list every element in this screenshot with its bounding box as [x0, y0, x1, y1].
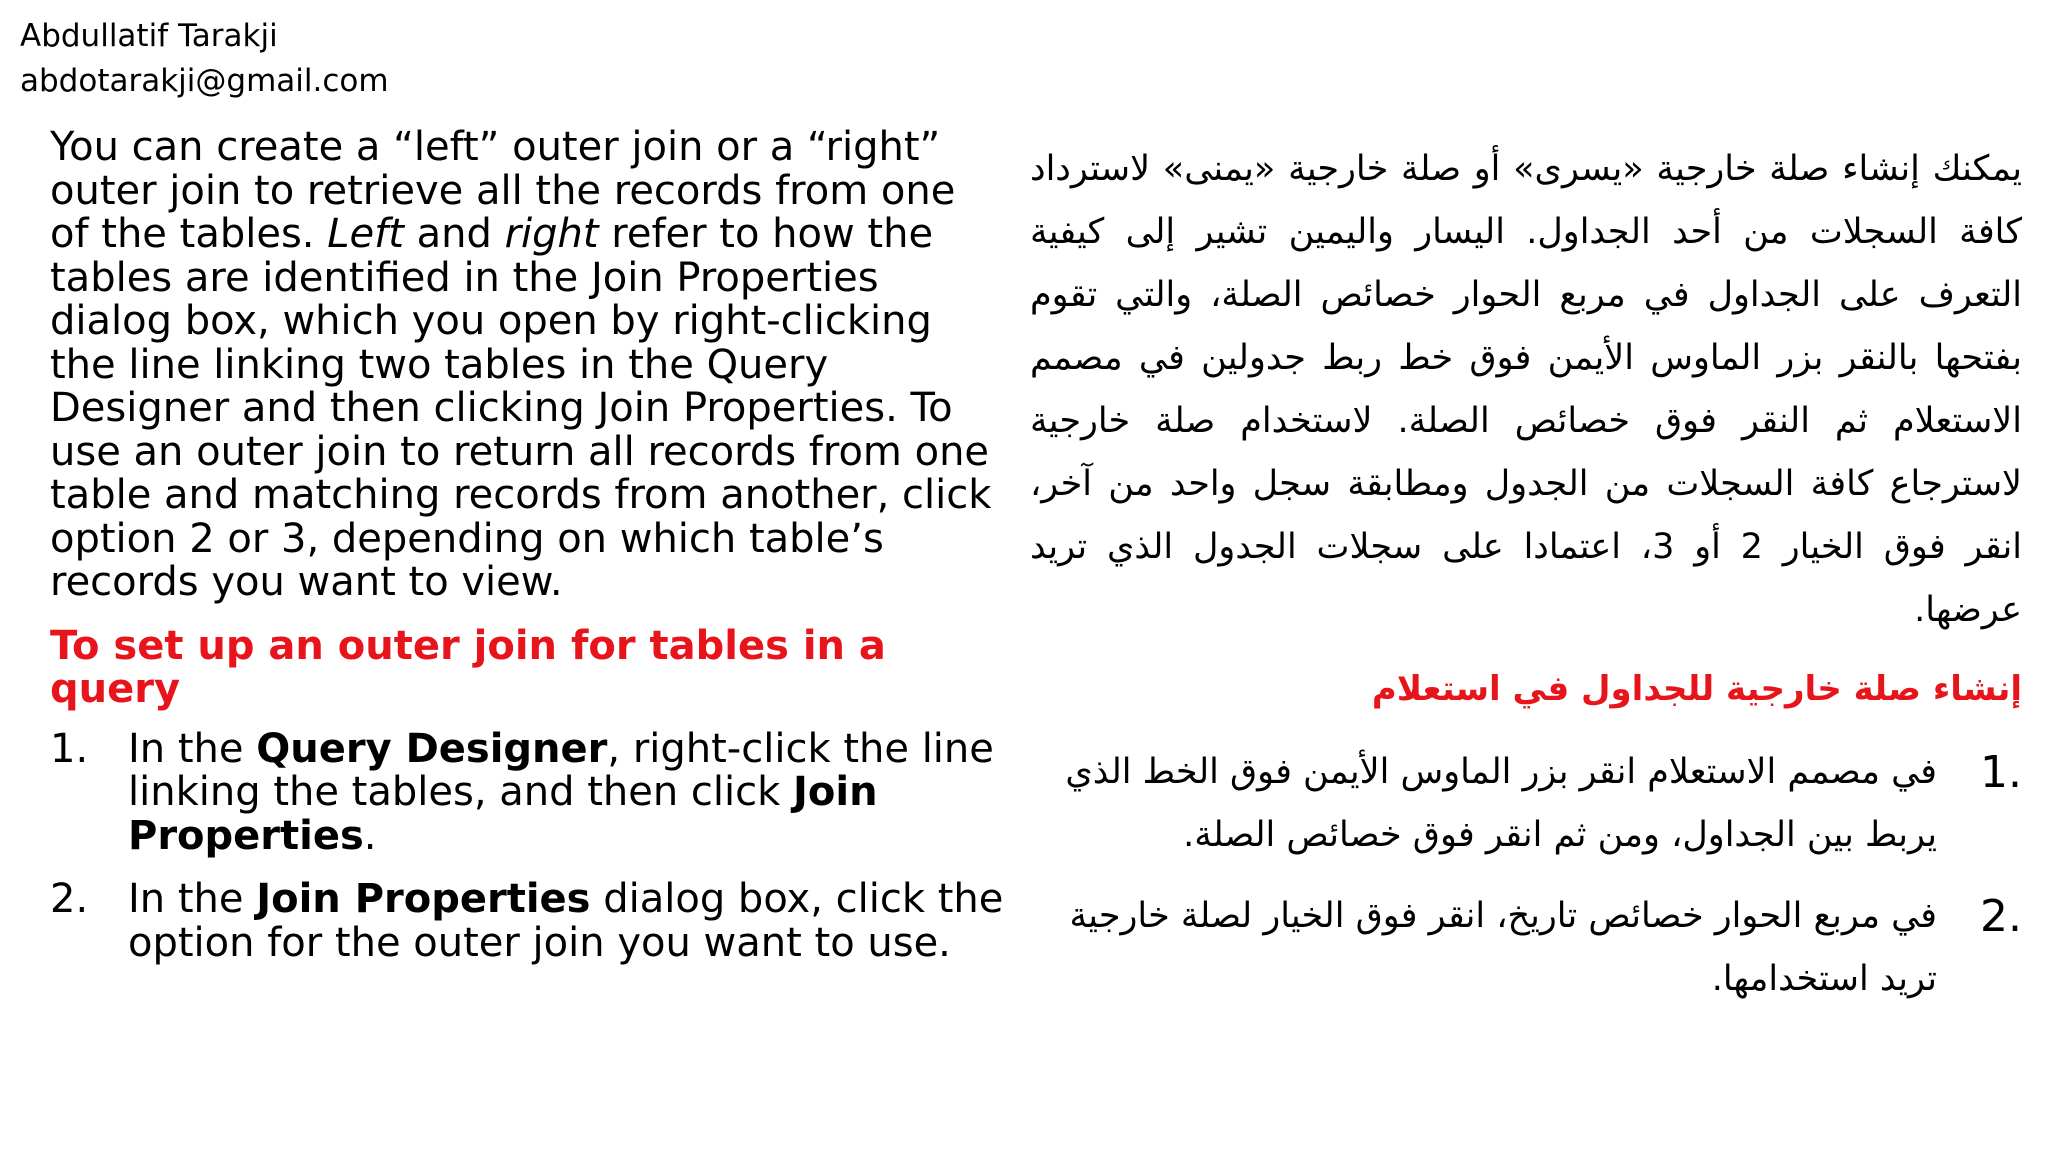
english-step-2-text-c: dialog box, click the option for the outer join you want to use.	[128, 876, 1004, 966]
arabic-intro-paragraph: يمكنك إنشاء صلة خارجية «يسرى» أو صلة خارجية «يمنى» لاسترداد كافة السجلات من أحد الجداول. اليسار واليمين تشير إلى كيفية التعرف على الجداول في مربع الحوار خصائص الصلة، والتي تقوم بفتحها بالنقر بزر الماوس الأيمن فوق خط ربط جدولين في مصمم الاستعلام ثم النقر فوق خصائص الصلة. لاستخدام صلة خارجية لاسترجاع كافة السجلات من الجدول ومطابقة سجل واحد من آخر، انقر فوق الخيار 2 أو 3، اعتمادا على سجلات الجدول الذي تريد عرضها.	[1030, 149, 2022, 630]
english-step-2-number: 2.	[50, 876, 89, 922]
arabic-step-1	[1030, 741, 2022, 867]
arabic-section-heading: إنشاء صلة خارجية للجداول في استعلام	[1371, 669, 2022, 709]
english-intro-rest: refer to how the tables are identified in the Join Properties dialog box, which you open by right-clicking the line linking two tables in the Query Designer and then clicking Join Properties. To use an outer join to return all records from one table and matching records from another, click option 2 or 3, depending on which table’s records you want to view.	[50, 211, 992, 605]
arabic-column	[1030, 138, 2022, 1029]
arabic-step-1-number: 1.	[1980, 747, 2022, 798]
author-block	[20, 14, 389, 104]
english-intro-start: You can create a “left” outer join or a “right” outer join to retrieve all the records from one of the tables.	[50, 124, 956, 257]
english-step-1-bold-query-designer: Query Designer	[256, 725, 608, 772]
english-intro-and: and	[403, 211, 505, 257]
author-email: abdotarakji@gmail.com	[20, 63, 389, 99]
arabic-step-2-number: 2.	[1980, 891, 2022, 942]
english-intro-right-word: right	[504, 211, 599, 257]
english-step-2-bold-join-properties: Join Properties	[256, 876, 591, 922]
english-step-1-text-e: .	[363, 812, 377, 859]
arabic-steps-list	[1030, 741, 2022, 1011]
english-step-2	[50, 878, 1005, 965]
english-step-2-text-a: In the	[128, 876, 257, 922]
arabic-step-1-text: في مصمم الاستعلام انقر بزر الماوس الأيمن فوق الخط الذي يربط بين الجداول، ومن ثم انقر فوق خصائص الصلة.	[1065, 752, 1937, 855]
english-intro-left-word: Left	[327, 211, 404, 257]
english-step-1-bold-join-properties: Join Properties	[128, 769, 878, 859]
english-step-1	[50, 725, 1005, 859]
author-name: Abdullatif Tarakji	[20, 18, 278, 54]
english-step-1-text-c: , right-click the line linking the tables, and then click	[128, 725, 994, 815]
english-section-heading: To set up an outer join for tables in a query	[50, 622, 886, 712]
english-step-1-number: 1.	[50, 725, 89, 772]
english-step-1-text-a: In the	[128, 725, 257, 772]
arabic-step-2-text: في مربع الحوار خصائص تاريخ، انقر فوق الخيار لصلة خارجية تريد استخدامها.	[1069, 896, 1937, 999]
english-intro-paragraph	[50, 126, 1005, 605]
english-steps-list	[50, 725, 1005, 966]
arabic-step-2	[1030, 885, 2022, 1011]
english-column	[50, 126, 1005, 985]
